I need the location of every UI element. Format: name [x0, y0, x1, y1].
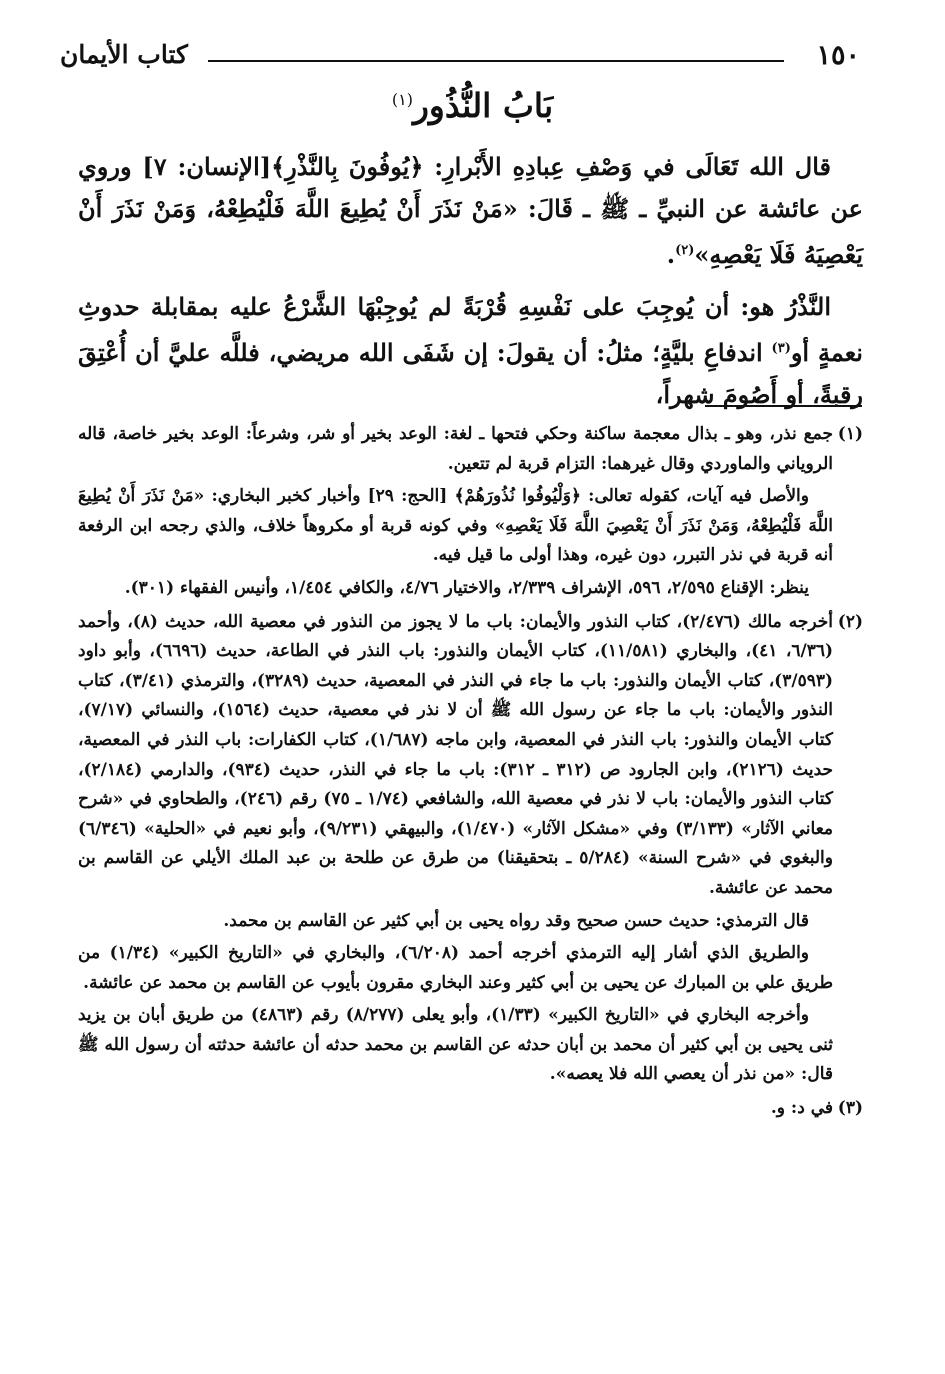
footnote-1-para-3: ينظر: الإقناع ٢/٥٩٥، ٥٩٦، الإشراف ٢/٣٣٩، والاختيار ٤/٧٦، والكافي ١/٤٥٤، وأنيس الفقهاء (٣٠١). [124, 577, 809, 598]
running-title: كتاب الأيمان [60, 40, 188, 69]
footnote-ref-3: (٣) [771, 341, 791, 356]
footnote-3 [78, 1094, 863, 1124]
paragraph-1-text: قال الله تَعَالَى في وَصْفِ عِبادِهِ الأَبْرارِ: ﴿يُوفُونَ بِالنَّذْرِ﴾[الإنسان: ٧] وروي عن عائشة عن النبيِّ ـ ﷺ ـ قَالَ: «مَنْ نَذَرَ أَنْ يُطِيعَ اللَّهَ فَلْيُطِعْهُ، وَمَنْ نَذَرَ أَنْ يَعْصِيَهُ فَلَا يَعْصِهِ» [78, 152, 863, 269]
footnote-1 [78, 420, 863, 604]
footnote-number: (٣) [837, 1098, 863, 1119]
footnote-number: (١) [837, 424, 863, 444]
footnote-2-para-1: أخرجه مالك (٢/٤٧٦)، كتاب النذور والأيمان: باب ما لا يجوز من النذور في معصية الله، حديث (٨)، وأحمد (٦/٣٦، ٤١)، والبخاري (١١/٥٨١)، كتاب الأيمان والنذور: باب النذر في الطاعة، حديث (٦٦٩٦)، وأبو داود (٣/٥٩٣)، كتاب الأيمان والنذور: باب ما جاء في النذر في المعصية، حديث (٣٢٨٩)، والترمذي (٣/٤١)، كتاب النذور والأيمان: باب ما جاء عن رسول الله ﷺ أن لا نذر في معصية، حديث (١٥٦٤)، والنسائي (٧/١٧)، كتاب الأيمان والنذور: باب النذر في المعصية، وابن ماجه (١/٦٨٧)، كتاب الكفارات: باب النذر في المعصية، حديث (٢١٢٦)، وابن الجارود ص (٣١٢ ـ ٣١٢): باب ما جاء في النذر، حديث (٩٣٤)، والدارمي (٢/١٨٤)، كتاب النذور والأيمان: باب لا نذر في معصية الله، والشافعي (١/٧٤ ـ ٧٥) رقم (٢٤٦)، والطحاوي في «شرح معاني الآثار» (٣/١٣٣) وفي «مشكل الآثار» (١/٤٧٠)، والبيهقي (٩/٢٣١)، وأبو نعيم في «الحلية» (٦/٣٤٦) والبغوي في «شرح السنة» (٥/٢٨٤ ـ بتحقيقنا) من طرق عن طلحة بن عبد الملك الأيلي عن القاسم بن محمد عن عائشة. [78, 611, 834, 898]
chapter-title [0, 86, 945, 125]
footnote-ref-2: (٢) [675, 243, 695, 258]
paragraph-1-end: . [666, 240, 676, 269]
main-paragraph-2 [78, 286, 863, 416]
footnote-2 [78, 608, 863, 1091]
footnote-separator [705, 405, 862, 407]
footnote-1-para-2: والأصل فيه آيات، كقوله تعالى: ﴿وَلْيُوفُوا نُذُورَهُمْ﴾ [الحج: ٢٩] وأخبار كخبر البخاري: «مَنْ نَذَرَ أَنْ يُطِيعَ اللَّهَ فَلْيُطِعْهُ، وَمَنْ نَذَرَ أَنْ يَعْصِيَ اللَّهَ فَلَا يَعْصِهِ» وفي كونه قربة أو مكروهاً خلاف، والذي رجحه ابن الرفعة أنه قربة في نذر التبرر، دون غيره، وهذا أولى ما قيل فيه. [78, 486, 833, 566]
paragraph-2-text-a: النَّذْرُ هو: أن يُوجِبَ على نَفْسِهِ قُرْبَةً لم يُوجِبْهَا الشَّرْعُ عليه بمقابلة حدوثِ نعمةٍ أو [78, 292, 863, 367]
footnote-1-para-1: جمع نذر، وهو ـ بذال معجمة ساكنة وحكي فتحها ـ لغة: الوعد بخير أو شر، وشرعاً: الوعد بخير خاصة، قاله الروياني والماوردي وقال غيرهما: التزام قربة لم تتعين. [78, 424, 833, 474]
page-header [60, 40, 860, 74]
chapter-footnote-marker: (١) [391, 90, 413, 109]
footnote-2-para-4: وأخرجه البخاري في «التاريخ الكبير» (١/٣٣)، وأبو يعلى (٨/٢٧٧) رقم (٤٨٦٣) من طريق أبان بن يزيد ثنى يحيى بن أبي كثير أن محمد بن أبان حدثه عن القاسم بن محمد حدثه أن عائشة حدثته أن رسول الله ﷺ قال: «من نذر أن يعصي الله فلا يعصه». [78, 1005, 833, 1085]
chapter-title-text: بَابُ النُّذُور [412, 86, 554, 125]
paragraph-2-text-b: اندفاعِ بليَّةٍ؛ مثلُ: أن يقولَ: إن شَفَى الله مريضي، فللَّه عليَّ أن أُعْتِقَ رقبةً، أو أَصُومَ شهراً، [78, 338, 863, 409]
footnote-number: (٢) [837, 611, 863, 632]
footnote-2-para-3: والطريق الذي أشار إليه الترمذي أخرجه أحمد (٦/٢٠٨)، والبخاري في «التاريخ الكبير» (١/٣٤) من طريق علي بن المبارك عن يحيى بن أبي كثير وعند البخاري مقرون بأيوب عن القاسم بن محمد عن عائشة. [78, 943, 833, 993]
footnote-2-para-2: قال الترمذي: حديث حسن صحيح وقد رواه يحيى بن أبي كثير عن القاسم بن محمد. [223, 910, 809, 931]
page-number: ١٥٠ [816, 40, 860, 71]
main-paragraph-1 [78, 146, 863, 276]
footnote-3-para-1: في د: و. [770, 1098, 833, 1119]
header-rule [208, 60, 784, 62]
footnotes [78, 420, 863, 1128]
